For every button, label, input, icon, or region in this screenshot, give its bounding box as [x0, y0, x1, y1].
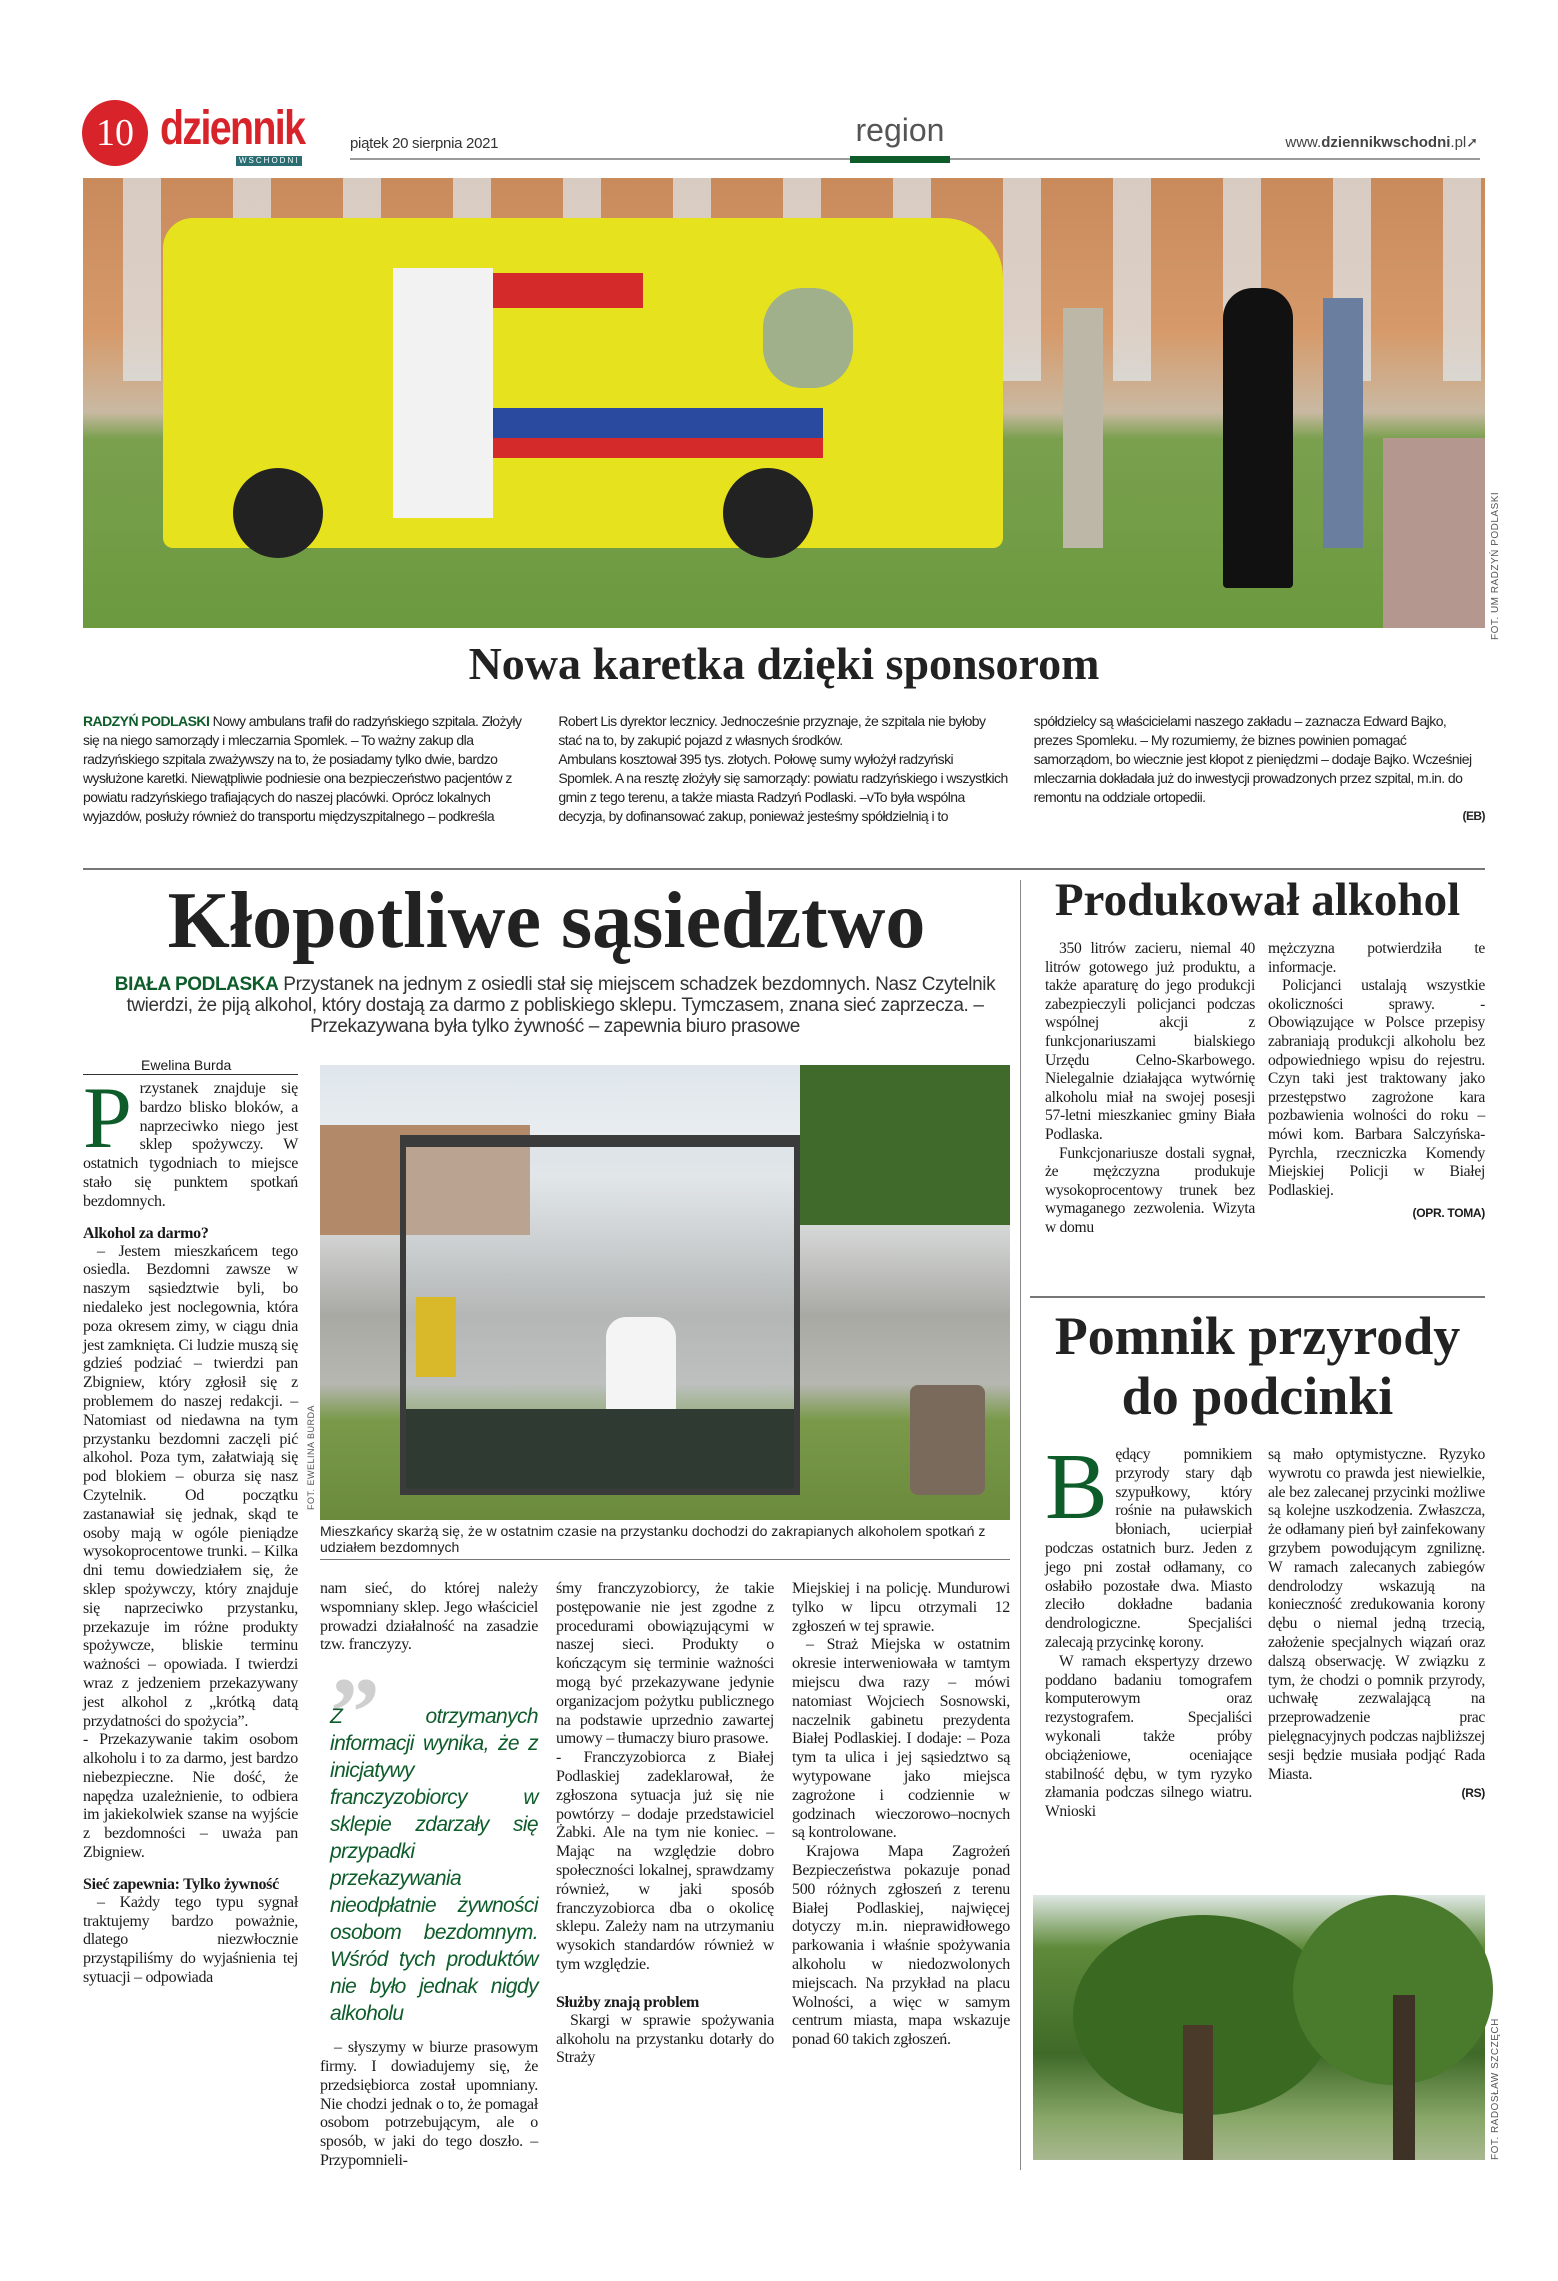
page-number-badge: 10: [82, 100, 148, 166]
location-label: BIAŁA PODLASKA: [114, 974, 279, 995]
signature: (EB): [1462, 809, 1485, 823]
paragraph-text: ędący pomnikiem przyrody stary dąb szypułkowy, który rośnie na puławskich błoniach, ucierpiał podczas ostatnich burz. Jeden z jego pni został odłamany, co osłabiło pozostałe dwa. Miasto zleciło dokładne badania dendrologiczne. Specjaliści zalecają przycinkę korony.: [1045, 1446, 1252, 1651]
logo[interactable]: dziennik: [160, 102, 305, 155]
photo-credit: FOT. EWELINA BURDA: [306, 1404, 316, 1510]
column-divider: [1020, 880, 1021, 2170]
paragraph: – Jestem mieszkańcem tego osiedla. Bezdomni zawsze w naszym sąsiedztwie byli, bo niedaleko jest noclegownia, która poza okresem zimy, w ciągu dnia jest zamknięta. Ci ludzie muszą się gdzieś podziać – twierdzi pan Zbigniew, który zgłosił się z problemem do naszej redakcji. – Natomiast od niedawna na tym przystanku bezdomni zaczęli pić alkohol. Poza tym, załatwiają się pod blokiem – oburza się nasz Czytelnik. Od początku zastanawiał się jednak, skąd te osoby mają w ogóle pieniądze wysokoprocentowe trunki. – Kilka dni temu dowiedziałem się, że sklep spożywczy, który znajduje się naprzeciwko przystanku, przekazuje im różne produkty spożywcze, bliskie terminu ważności – opowiada. I twierdzi wraz z jedzeniem przekazywany jest alkohol z „krótką datą przydatności do spożycia”.: [83, 1242, 298, 1730]
paragraph: – słyszymy w biurze prasowym firmy. I dowiadujemy się, że przedsiębiorca został upomniany. Nie chodzi jednak o to, że pomagał osobom potrzebującym, ale o sposób, w jaki do tego doszło. – Przypomnieli-: [320, 2039, 538, 2169]
article-column-2: [1268, 1446, 1485, 1803]
signature: (RS): [1461, 1786, 1485, 1801]
website-link[interactable]: [1285, 134, 1478, 151]
quote-text: Z otrzymanych informacji wynika, że z inicjatywy franczyzobiorcy w sklepie zdarzały się przypadki przekazywania nieodpłatnie żywności osobom bezdomnym. Wśród tych produktów nie było jednak nigdy alkoholu: [330, 1705, 538, 2026]
issue-date: piątek 20 sierpnia 2021: [350, 135, 499, 152]
paragraph: [83, 1070, 298, 1212]
paragraph: śmy franczyzobiorcy, że takie postępowanie nie jest zgodne z procedurami obowiązującymi w naszej sieci. Produkty o kończącym się terminie ważności mogą być przekazywane jedynie organizacjom pożytku publicznego na podstawie uprzednio zawartej umowy – tłumaczy biuro prasowe.: [556, 1580, 774, 1748]
divider: [83, 868, 1485, 870]
article-column-2: [1268, 940, 1485, 1223]
ambulance: [163, 218, 1003, 548]
paragraph: – Straż Miejska w ostatnim okresie interweniowała w tamtym miejscu dwa razy – mówi natomiast Wojciech Sosnowski, naczelnik gabinetu prezydenta Białej Podlaskiej. I dodaje: – Poza tym ta ulica i jej sąsiedztwo są wytypowane jako miejsca zagrożone i codziennie w godzinach wieczorowo–nocnych są kontrolowane.: [792, 1636, 1010, 1842]
website-prefix: www.: [1285, 134, 1322, 151]
article-lead: [100, 974, 1010, 1037]
article-column-1: [83, 1070, 298, 1988]
paragraph: Skargi w sprawie spożywania alkoholu na przystanku dotarły do Straży: [556, 2011, 774, 2067]
paragraph: Krajowa Mapa Zagrożeń Bezpieczeństwa pokazuje ponad 500 różnych zgłoszeń z terenu Białej Podlaskiej, najwięcej dotyczy m.in. nieprawidłowego parkowania i właśnie spożywania alkoholu w niedozwolonych miejscach. Na przykład na placu Wolności, a więc w samym centrum miasta, mapa wskazuje ponad 60 takich zgłoszeń.: [792, 1843, 1010, 2049]
website-name: dziennikwschodni: [1321, 134, 1451, 151]
paragraph: Funkcjonariusze dostali sygnał, że mężczyzna produkuje wysokoprocentowy trunek bez wymaganego zezwolenia. Wizyta w domu: [1045, 1144, 1255, 1236]
lead-text: Przystanek na jednym z osiedli stał się miejscem schadzek bezdomnych. Nasz Czytelnik twierdzi, że piją alkohol, który dostają za darmo z pobliskiego sklepu. Tymczasem, znana sieć zaprzecza. – Przekazywana była tylko żywność – zapewnia biuro prasowe: [126, 974, 996, 1037]
paragraph: Miejskiej i na policję. Mundurowi tylko w lipcu otrzymali 12 zgłoszeń w tej sprawie.: [792, 1580, 1010, 1635]
ambulance-photo: [83, 178, 1485, 628]
brief-text-2: Ambulans kosztował 395 tys. złotych. Połowę sumy wyłożył radzyński Spomlek. A na resztę złożyły się samorządy: powiatu radzyńskiego i wszystkich gmin z tego terenu, a także miasta Radzyń Podlaski. –vTo była wspólna decyzja, by dofinansować zakup, ponieważ jesteśmy spółdzielnią i to spółdzielcy są właścicielami naszego zakładu – zaznacza Edward Bajko, prezes Spomleku. – My rozumiemy, że biznes powinien pomagać samorządom, bo wiecznie jest kłopot z pieniędzmi – dodaje Bajko. Wcześniej mleczarnia dokładała już do inwestycji prowadzonych przez szpital, m.in. do remontu na oddziale ortopedii.: [558, 713, 1472, 824]
bus-shelter: [400, 1135, 800, 1495]
paragraph: [1045, 1435, 1252, 1653]
article-column-1: [1045, 1435, 1252, 1822]
paragraph: Policjanci ustalają wszystkie okoliczności sprawy. - Obowiązujące w Polsce przepisy zabraniają produkcji alkoholu bez odpowiedniego wpisu do rejestru. Czyn taki jest traktowany jako przestępstwo zagrożone kara pozbawienia wolności do roku – mówi kom. Barbara Salczyńska-Pyrchla, rzeczniczka Komendy Miejskiej Policji w Białej Podlaskiej.: [1268, 977, 1485, 1199]
photo-credit: FOT. RADOSŁAW SZCZĘCH: [1490, 2018, 1501, 2160]
signature: (OPR. TOMA): [1412, 1206, 1485, 1221]
section-title: region: [855, 112, 945, 148]
article-column-1: [1045, 940, 1255, 1238]
paragraph: nam sieć, do której należy wspomniany sklep. Jego właściciel prowadzi działalność na zasadzie tzw. franczyzy.: [320, 1580, 538, 1654]
cursor-icon: ➚: [1466, 134, 1478, 150]
subheading: Sieć zapewnia: Tylko żywność: [83, 1875, 279, 1893]
subheading: Alkohol za darmo?: [83, 1224, 209, 1242]
paragraph-text: rzystanek znajduje się bardzo blisko bloków, a naprzeciwko niego jest sklep spożywczy. W ostatnich tygodniach to miejsce stało się punktem spotkań bezdomnych.: [83, 1080, 298, 1210]
photo-caption: Mieszkańcy skarżą się, że w ostatnim czasie na przystanku dochodzi do zakrapianych alkoholem spotkań z udziałem bezdomnych: [320, 1523, 1010, 1560]
section-bar: [850, 156, 950, 163]
title-line: Pomnik przyrody: [1054, 1306, 1461, 1366]
paragraph: – Każdy tego typu sygnał traktujemy bardzo poważnie, dlatego niezwłocznie przystąpiliśmy do wyjaśnienia tej sytuacji – odpowiada: [83, 1893, 298, 1987]
drop-cap: B: [1045, 1435, 1108, 1539]
paragraph: mężczyzna potwierdziła te informacje.: [1268, 940, 1485, 976]
brief-text: Nowy ambulans trafił do radzyńskiego szpitala. Złożyły się na niego samorządy i mleczarnia Spomlek. – To ważny zakup dla radzyńskiego szpitala zważywszy na to, że posiadamy tylko dwie, bardzo wysłużone karetki. Niewątpliwie podniesie ona bezpieczeństwo pacjentów z powiatu radzyńskiego trafiających do naszej placówki. Oprócz lokalnych wyjazdów, posłuży również do transportu międzyszpitalnego – podkreśla Robert Lis dyrektor lecznicy. Jednocześnie przyznaje, że szpitala nie byłoby stać na to, by zakupić pojazd z własnych środków.: [83, 713, 986, 824]
paragraph: 350 litrów zacieru, niemal 40 litrów gotowego już produktu, a także aparaturę do jego produkcji zabezpieczyli policjanci podczas wspólnej akcji z funkcjonariuszami bialskiego Urzędu Celno-Skarbowego. Nielegalnie działająca wytwórnię alkoholu miał na swojej posesji 57-letni mieszkaniec gminy Biała Podlaska.: [1045, 940, 1255, 1143]
pull-quote: [330, 1657, 538, 2027]
subheading: Służby znają problem: [556, 1993, 700, 2011]
title-line: do podcinki: [1121, 1366, 1394, 1426]
article-brief: [83, 712, 1485, 826]
bus-stop-photo: [320, 1065, 1010, 1520]
oak-tree-photo: [1033, 1895, 1485, 2160]
article-column-4: [792, 1580, 1010, 2050]
article-column-2: [320, 1580, 538, 2171]
paragraph: są mało optymistyczne. Ryzyko wywrotu co prawda jest niewielkie, ale bez zalecanej przycinki możliwe są kolejne uszkodzenia. Zwłaszcza, że odłamany pień był zainfekowany grzybem powodującym zgniliznę. W ramach zalecanych zabiegów dendrolodzy wskazują na konieczność zredukowania korony dębu o niemal jedną trzecią, założenie specjalnych wiązań oraz dalszą obserwację. W związku z tym, że chodzi o pomnik przyrody, uchwałę zezwalającą na przeprowadzenie prac pielęgnacyjnych podczas najbliższej sesji będzie musiała podjąć Rada Miasta.: [1268, 1446, 1485, 1783]
drop-cap: P: [83, 1070, 132, 1167]
location-label: RADZYŃ PODLASKI: [83, 713, 210, 729]
article-title: Nowa karetka dzięki sponsorom: [468, 638, 1100, 689]
photo-credit: FOT. UM RADZYŃ PODLASKI: [1490, 491, 1501, 640]
article-title: Kłopotliwe sąsiedztwo: [167, 877, 926, 965]
paragraph: - Franczyzobiorca z Białej Podlaskiej zadeklarował, że zgłoszona sytuacja już się nie powtórzy – dodaje przedstawiciel Żabki. Ale na tym nie koniec. – Mając na względzie dobro społeczności lokalnej, sprawdzamy również, w jaki sposób franczyzobiorca dba o okolicę sklepu. Zależy nam na utrzymaniu wysokich standardów również w tym względzie.: [556, 1749, 774, 1973]
website-suffix: .pl: [1450, 134, 1467, 151]
byline: Ewelina Burda: [83, 1056, 298, 1075]
logo-subtitle: WSCHODNI: [236, 156, 302, 166]
divider: [1030, 1296, 1485, 1298]
article-title: [1030, 1306, 1485, 1426]
quote-mark-icon: ”: [330, 1657, 380, 1769]
article-title: Produkował alkohol: [1054, 874, 1461, 926]
article-column-3: [556, 1580, 774, 2068]
paragraph: W ramach ekspertyzy drzewo poddano badaniu tomografem komputerowym oraz rezystografem. Specjaliści wykonali także próby obciążeniowe, oceniające stabilność dębu, w tym ryzyko złamania podczas silnego wiatru. Wnioski: [1045, 1652, 1252, 1821]
paragraph: - Przekazywanie takim osobom alkoholu i to za darmo, jest bardzo niebezpieczne. Nie dość, że napędza uzależnienie, to odbiera im jakiekolwiek szanse na wyjście z bezdomności – uważa pan Zbigniew.: [83, 1731, 298, 1862]
